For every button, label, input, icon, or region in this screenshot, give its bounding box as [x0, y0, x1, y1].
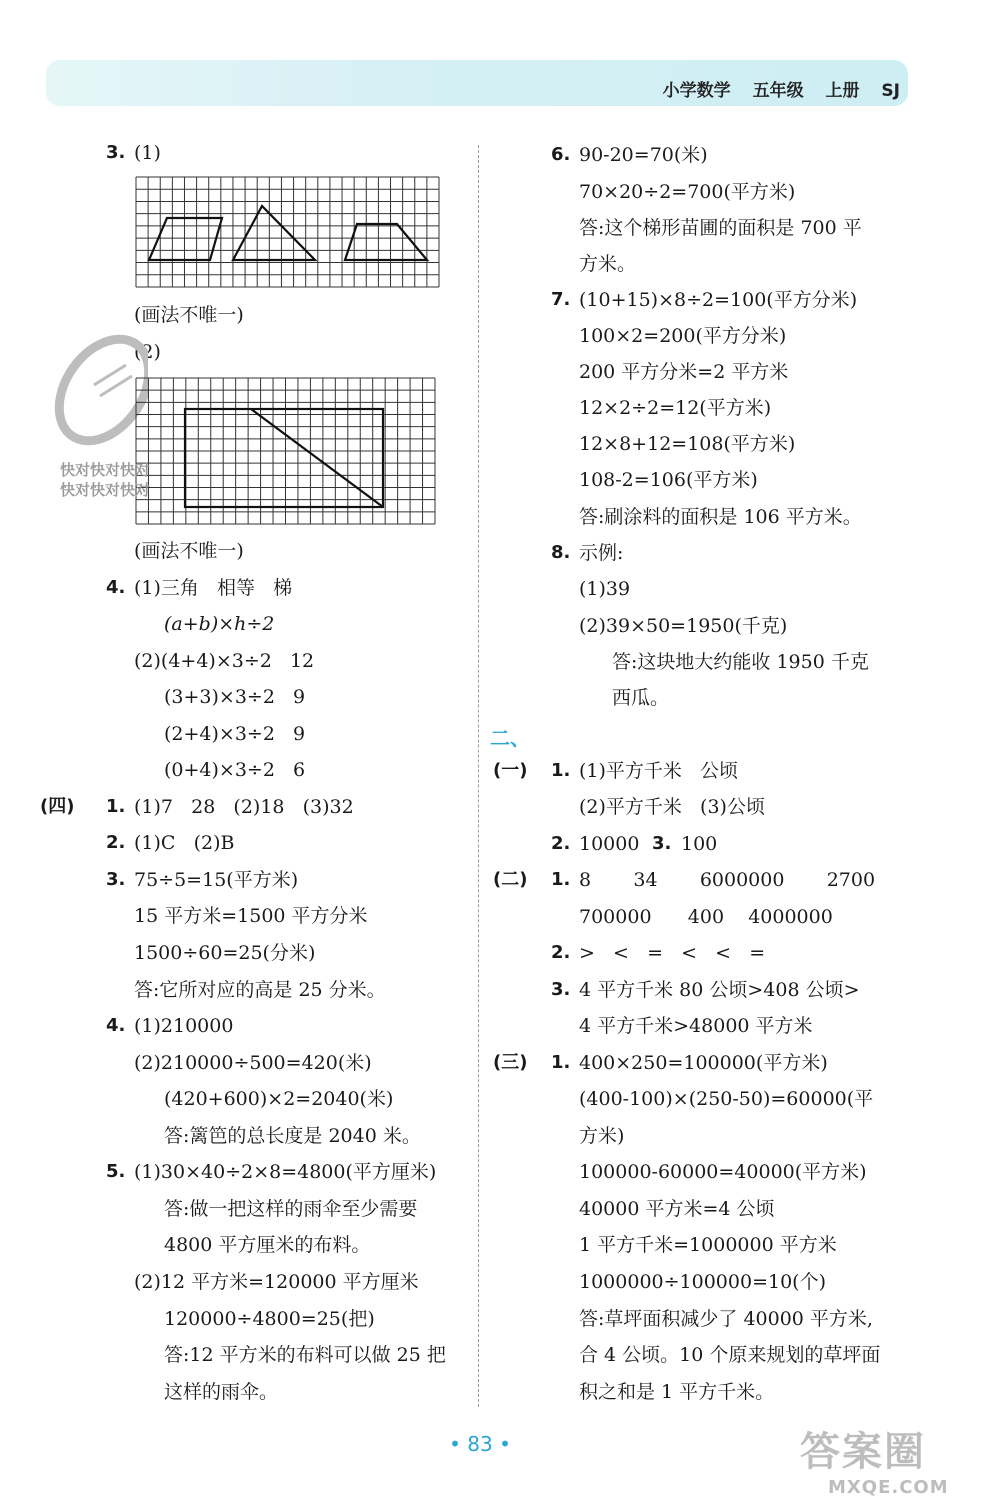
p3-q1-line-4: 100000-60000=40000(平方米) — [579, 1161, 867, 1183]
q7-line-3: 200 平方分米=2 平方米 — [579, 361, 789, 383]
q4-line-1: (1)三角 相等 梯 — [134, 577, 293, 599]
q6-line-2: 70×20÷2=700(平方米) — [579, 181, 796, 203]
watermark-line-1: 快对快对快对 — [60, 461, 151, 479]
s4-q3-line-1: 75÷5=15(平方米) — [134, 869, 299, 891]
drawing-note-1: (画法不唯一) — [134, 304, 244, 326]
p1-q1-line-1: (1)平方千米 公顷 — [579, 760, 739, 782]
q4-number: 4. — [106, 577, 126, 598]
s4-q1-answer: (1)7 28 (2)18 (3)32 — [134, 796, 354, 818]
q6-line-1: 90-20=70(米) — [579, 144, 708, 166]
corner-watermark — [800, 1420, 949, 1498]
q7-line-6: 108-2=106(平方米) — [579, 469, 758, 491]
p3-q1-line-9: 合 4 公顷。10 个原来规划的草坪面 — [579, 1344, 881, 1366]
rectangle-shape — [185, 409, 383, 507]
q7-line-7: 答:刷涂料的面积是 106 平方米。 — [579, 506, 862, 528]
s4-q5-line-5: 120000÷4800=25(把) — [164, 1308, 375, 1330]
p3-q1-line-10: 积之和是 1 平方千米。 — [579, 1381, 775, 1403]
part-3-label: (三) — [493, 1052, 528, 1073]
s4-q4-line-3: (420+600)×2=2040(米) — [164, 1088, 394, 1110]
watermark-line-2: 快对快对快对 — [60, 481, 151, 499]
q7-line-4: 12×2÷2=12(平方米) — [579, 397, 772, 419]
q3-part2-label: (2) — [134, 341, 161, 363]
s4-q4-line-2: (2)210000÷500=420(米) — [134, 1052, 372, 1074]
q8-line-1: (1)39 — [579, 578, 631, 600]
s4-q2-answer: (1)C (2)B — [134, 832, 235, 854]
s4-q4-line-4: 答:篱笆的总长度是 2040 米。 — [164, 1125, 421, 1147]
watermark-stamp — [48, 330, 148, 450]
column-divider — [478, 145, 479, 1407]
s4-q4-line-1: (1)210000 — [134, 1015, 234, 1037]
q7-line-5: 12×8+12=108(平方米) — [579, 433, 796, 455]
q6-line-3: 答:这个梯形苗圃的面积是 700 平 — [579, 217, 862, 239]
p2-q3-line-1: 4 平方千米 80 公顷>408 公顷> — [579, 979, 860, 1001]
q4-line-3: (2)(4+4)×3÷2 12 — [134, 650, 315, 672]
s4-q5-line-2: 答:做一把这样的雨伞至少需要 — [164, 1198, 418, 1220]
header-subject: 小学数学 — [662, 81, 731, 101]
q6-line-4: 方米。 — [579, 253, 637, 275]
p1-q3-answer: 100 — [681, 833, 718, 855]
q3-part1-label: (1) — [134, 142, 161, 164]
page-number: • 83 • — [449, 1432, 511, 1456]
q8-line-4: 西瓜。 — [612, 687, 670, 709]
watermark-text — [60, 460, 150, 500]
p2-q1-line-2: 700000 400 4000000 — [579, 906, 833, 928]
p3-q1-line-3: 方米) — [579, 1125, 625, 1147]
q8-line-0: 示例: — [579, 542, 624, 564]
corner-watermark-url: MXQE.COM — [828, 1477, 949, 1498]
s4-q4-number: 4. — [106, 1015, 126, 1036]
q7-line-1: (10+15)×8÷2=100(平方分米) — [579, 289, 858, 311]
header-volume: 上册 — [825, 81, 860, 101]
s4-q5-line-3: 4800 平方厘米的布料。 — [164, 1234, 371, 1256]
s4-q5-number: 5. — [106, 1161, 126, 1182]
p3-q1-line-7: 1000000÷100000=10(个) — [579, 1271, 826, 1293]
q4-line-2: (a+b)×h÷2 — [164, 613, 275, 635]
p3-q1-line-2: (400-100)×(250-50)=60000(平 — [579, 1088, 874, 1110]
p1-q3-number: 3. — [652, 833, 672, 854]
grid-figure-2 — [135, 377, 437, 525]
section-4-label: (四) — [40, 796, 75, 817]
part-1-label: (一) — [493, 760, 528, 781]
q8-line-3: 答:这块地大约能收 1950 千克 — [612, 651, 869, 673]
s4-q3-line-3: 1500÷60=25(分米) — [134, 942, 316, 964]
s4-q2-number: 2. — [106, 832, 126, 853]
s4-q5-line-7: 这样的雨伞。 — [164, 1381, 279, 1403]
p2-q3-line-2: 4 平方千米>48000 平方米 — [579, 1015, 813, 1037]
p3-q1-line-1: 400×250=100000(平方米) — [579, 1052, 828, 1074]
q8-line-2: (2)39×50=1950(千克) — [579, 615, 788, 637]
header-grade: 五年级 — [752, 81, 804, 101]
p3-q1-number: 1. — [551, 1052, 571, 1073]
q7-line-2: 100×2=200(平方分米) — [579, 325, 787, 347]
q7-number: 7. — [551, 289, 571, 310]
corner-watermark-logo: 答案圈 — [800, 1429, 926, 1475]
p1-q2-number: 2. — [551, 833, 571, 854]
diagonal-line — [251, 409, 383, 507]
q4-line-6: (0+4)×3÷2 6 — [164, 759, 306, 781]
grid-figure-1 — [135, 176, 441, 288]
p1-q1-number: 1. — [551, 760, 571, 781]
s4-q5-line-1: (1)30×40÷2×8=4800(平方厘米) — [134, 1161, 437, 1183]
header-title — [647, 76, 900, 101]
q3-number: 3. — [106, 142, 126, 163]
p2-q3-number: 3. — [551, 979, 571, 1000]
p2-q1-number: 1. — [551, 869, 571, 890]
p3-q1-line-8: 答:草坪面积减少了 40000 平方米, — [579, 1308, 873, 1330]
p3-q1-line-6: 1 平方千米=1000000 平方米 — [579, 1234, 837, 1256]
q8-number: 8. — [551, 542, 571, 563]
q4-line-5: (2+4)×3÷2 9 — [164, 723, 306, 745]
s4-q3-line-2: 15 平方米=1500 平方分米 — [134, 905, 368, 927]
p2-q1-line-1: 8 34 6000000 2700 — [579, 869, 876, 891]
p3-q1-line-5: 40000 平方米=4 公顷 — [579, 1198, 775, 1220]
p2-q2-answer: > < = < < = — [579, 942, 766, 964]
p2-q2-number: 2. — [551, 942, 571, 963]
header-edition: SJ — [881, 81, 900, 101]
p1-q2-answer: 10000 — [579, 833, 640, 855]
s4-q5-line-4: (2)12 平方米=120000 平方厘米 — [134, 1271, 419, 1293]
p1-q1-line-2: (2)平方千米 (3)公顷 — [579, 796, 765, 818]
section-2-heading: 二、 — [490, 726, 530, 750]
s4-q5-line-6: 答:12 平方米的布料可以做 25 把 — [164, 1344, 446, 1366]
s4-q3-number: 3. — [106, 869, 126, 890]
drawing-note-2: (画法不唯一) — [134, 540, 244, 562]
q4-line-4: (3+3)×3÷2 9 — [164, 686, 306, 708]
q6-number: 6. — [551, 144, 571, 165]
s4-q3-line-4: 答:它所对应的高是 25 分米。 — [134, 979, 386, 1001]
s4-q1-number: 1. — [106, 796, 126, 817]
part-2-label: (二) — [493, 869, 528, 890]
